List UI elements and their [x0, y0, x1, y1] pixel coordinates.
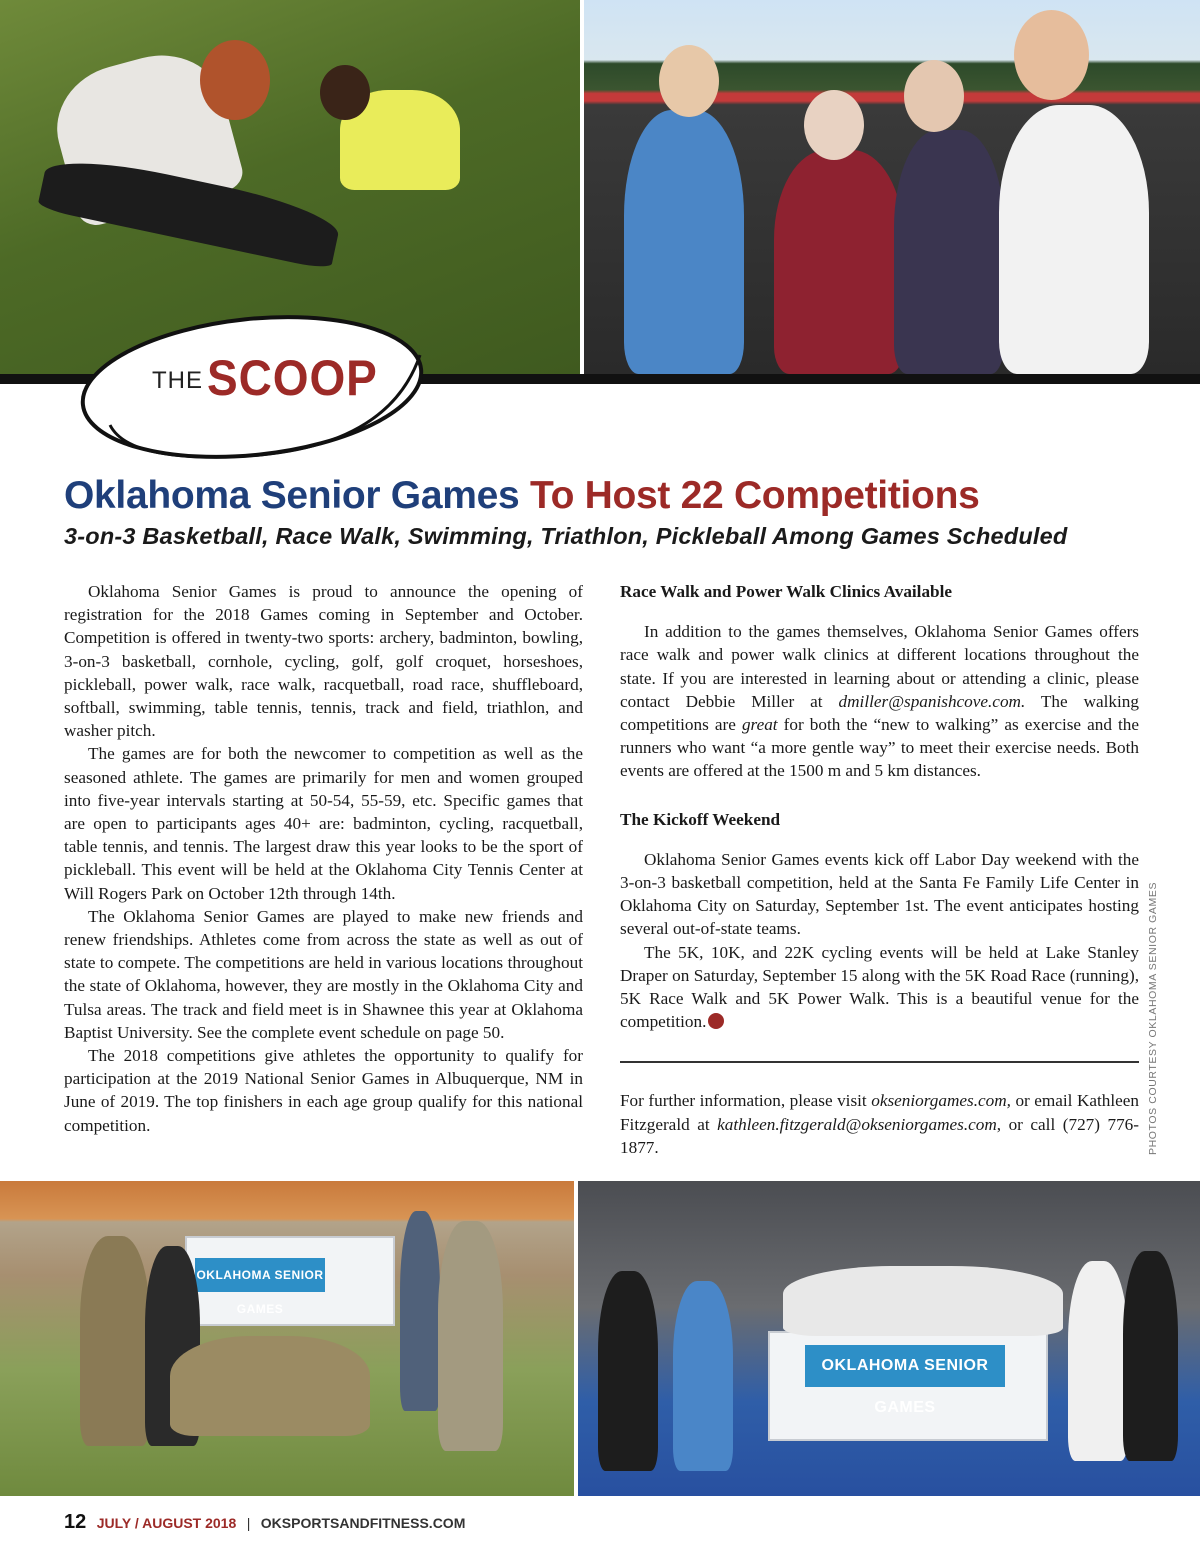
- page-number: 12: [64, 1511, 87, 1533]
- medalist-4-head: [1014, 10, 1089, 100]
- medalist-3: [894, 130, 1004, 374]
- person-figure: [80, 1236, 150, 1446]
- clinics-text: for both the “new to walking” as exercise and the runners who want “a more gentle way” to meet their exercise needs. Both events are offered at the 1500 m and 5 km distances.: [620, 715, 1140, 781]
- players-row: [783, 1266, 1063, 1336]
- section-heading-clinics: Race Walk and Power Walk Clinics Available: [620, 582, 953, 601]
- footer-site: OKSPORTSANDFITNESS.COM: [260, 1515, 466, 1531]
- medalist-1-head: [659, 45, 719, 117]
- divider: [620, 1061, 1139, 1063]
- event-banner: [185, 1236, 395, 1326]
- kickoff-paragraph: Oklahoma Senior Games events kick off Labor Day weekend with the 3-on-3 basketball competition, held at the Santa Fe Family Life Center in Oklahoma City on Saturday, September 1st. The event anticipates hosting several out-of-state teams.: [620, 849, 1139, 939]
- info-text: , or call (727) 776-1877.: [620, 1114, 1140, 1158]
- banner-label: OKLAHOMA SENIOR GAMES: [195, 1258, 325, 1292]
- athlete-head: [200, 40, 270, 120]
- person-figure: [1068, 1261, 1128, 1461]
- person-figure: [400, 1211, 440, 1411]
- further-info: [620, 1089, 1139, 1160]
- medalist-1: [624, 110, 744, 374]
- body-paragraph: The 2018 competitions give athletes the opportunity to qualify for participation at the 2019 National Senior Games in Albuquerque, NM in June of 2019. The top finishers in each age group qualify for this national competition.: [64, 1046, 583, 1135]
- info-text: or email Kathleen Fitzgerald at: [620, 1091, 1139, 1134]
- medalist-2-head: [804, 90, 864, 160]
- banner-label: OKLAHOMA SENIOR GAMES: [805, 1345, 1005, 1387]
- body-paragraph: Oklahoma Senior Games is proud to announce the opening of registration for the 2018 Games coming in September and October. Competition is offered in twenty-two sports: archery, badminton, bowling, 3-on-3 basketball, cornhole, cycling, golf, golf croquet, horseshoes, pickleball, power walk, race walk, racquetball, road race, shuffleboard, softball, swimming, table tennis, tennis, track and field, triathlon, and washer pitch.: [64, 582, 583, 741]
- footer-separator: |: [246, 1515, 251, 1531]
- person-figure: [598, 1271, 658, 1471]
- photo-credit: PHOTOS COURTESY OKLAHOMA SENIOR GAMES: [1147, 881, 1159, 1155]
- scouts-group: [170, 1336, 370, 1436]
- scoop-logo: [70, 305, 440, 475]
- section-heading-kickoff: The Kickoff Weekend: [620, 809, 781, 829]
- clinics-paragraph: [620, 620, 1139, 782]
- clinics-text: The walking competitions are: [620, 691, 1139, 735]
- medalist-4: [999, 105, 1149, 374]
- article-title: [64, 474, 980, 518]
- page-footer: [64, 1511, 465, 1534]
- end-mark-icon: [708, 1013, 724, 1029]
- photo-medal-winners: [584, 0, 1200, 374]
- clinics-text: In addition to the games themselves, Oklahoma Senior Games offers race walk and power walk clinics at different locations throughout the state. If you are interested in learning about or attending a clinic, please contact Debbie Miller at: [620, 622, 1139, 711]
- kickoff-paragraph-last: [620, 941, 1139, 1034]
- emphasis-text: great: [741, 715, 778, 735]
- article-subtitle: 3-on-3 Basketball, Race Walk, Swimming, Triathlon, Pickleball Among Games Scheduled: [64, 523, 1068, 549]
- info-email-link[interactable]: kathleen.fitzgerald@okseniorgames.com: [717, 1114, 997, 1134]
- person-figure: [673, 1281, 733, 1471]
- child-head: [320, 65, 370, 120]
- website-link[interactable]: okseniorgames.com,: [871, 1091, 1011, 1110]
- scoop-title: SCOOP: [207, 350, 378, 406]
- issue-date: JULY / AUGUST 2018: [96, 1515, 237, 1531]
- body-paragraph: The Oklahoma Senior Games are played to make new friends and renew friendships. Athletes come from across the state as well as out of state to compete. The competitions are held in various locations throughout the state of Oklahoma, however, they are mostly in the Oklahoma City and Tulsa areas. The track and field meet is in Shawnee this year at Oklahoma Baptist University. See the complete event schedule on page 50.: [64, 906, 583, 1042]
- photo-scouts-group: [0, 1181, 574, 1496]
- photo-players-group: [578, 1181, 1200, 1496]
- scoop-the-label: THE: [152, 367, 203, 394]
- person-figure: [1123, 1251, 1178, 1461]
- right-column: [620, 580, 1139, 1033]
- article-title-part2: To Host 22 Competitions: [529, 474, 980, 517]
- left-column: [64, 580, 583, 1137]
- medalist-2: [774, 150, 904, 374]
- event-banner: [768, 1331, 1048, 1441]
- article-title-part1: Oklahoma Senior Games: [64, 474, 520, 517]
- person-figure: [438, 1221, 503, 1451]
- body-paragraph: The games are for both the newcomer to competition as well as the seasoned athlete. The games are primarily for men and women grouped into five-year intervals starting at 50-54, 55-59, etc. Specific games that are open to participants ages 40+ are: badminton, cycling, racquetball, table tennis, and tennis. The largest draw this year looks to be the sport of pickleball. This event will be held at the Oklahoma City Tennis Center at Will Rogers Park on October 12th through 14th.: [64, 744, 583, 903]
- info-text: For further information, please visit: [620, 1091, 872, 1110]
- kickoff-text: The 5K, 10K, and 22K cycling events will be held at Lake Stanley Draper on Saturday, September 15 along with the 5K Road Race (running), 5K Race Walk and 5K Power Walk. This is a beautiful venue for the competition.: [620, 942, 1139, 1032]
- medalist-3-head: [904, 60, 964, 132]
- contact-email-link[interactable]: dmiller@spanishcove.com.: [838, 691, 1026, 711]
